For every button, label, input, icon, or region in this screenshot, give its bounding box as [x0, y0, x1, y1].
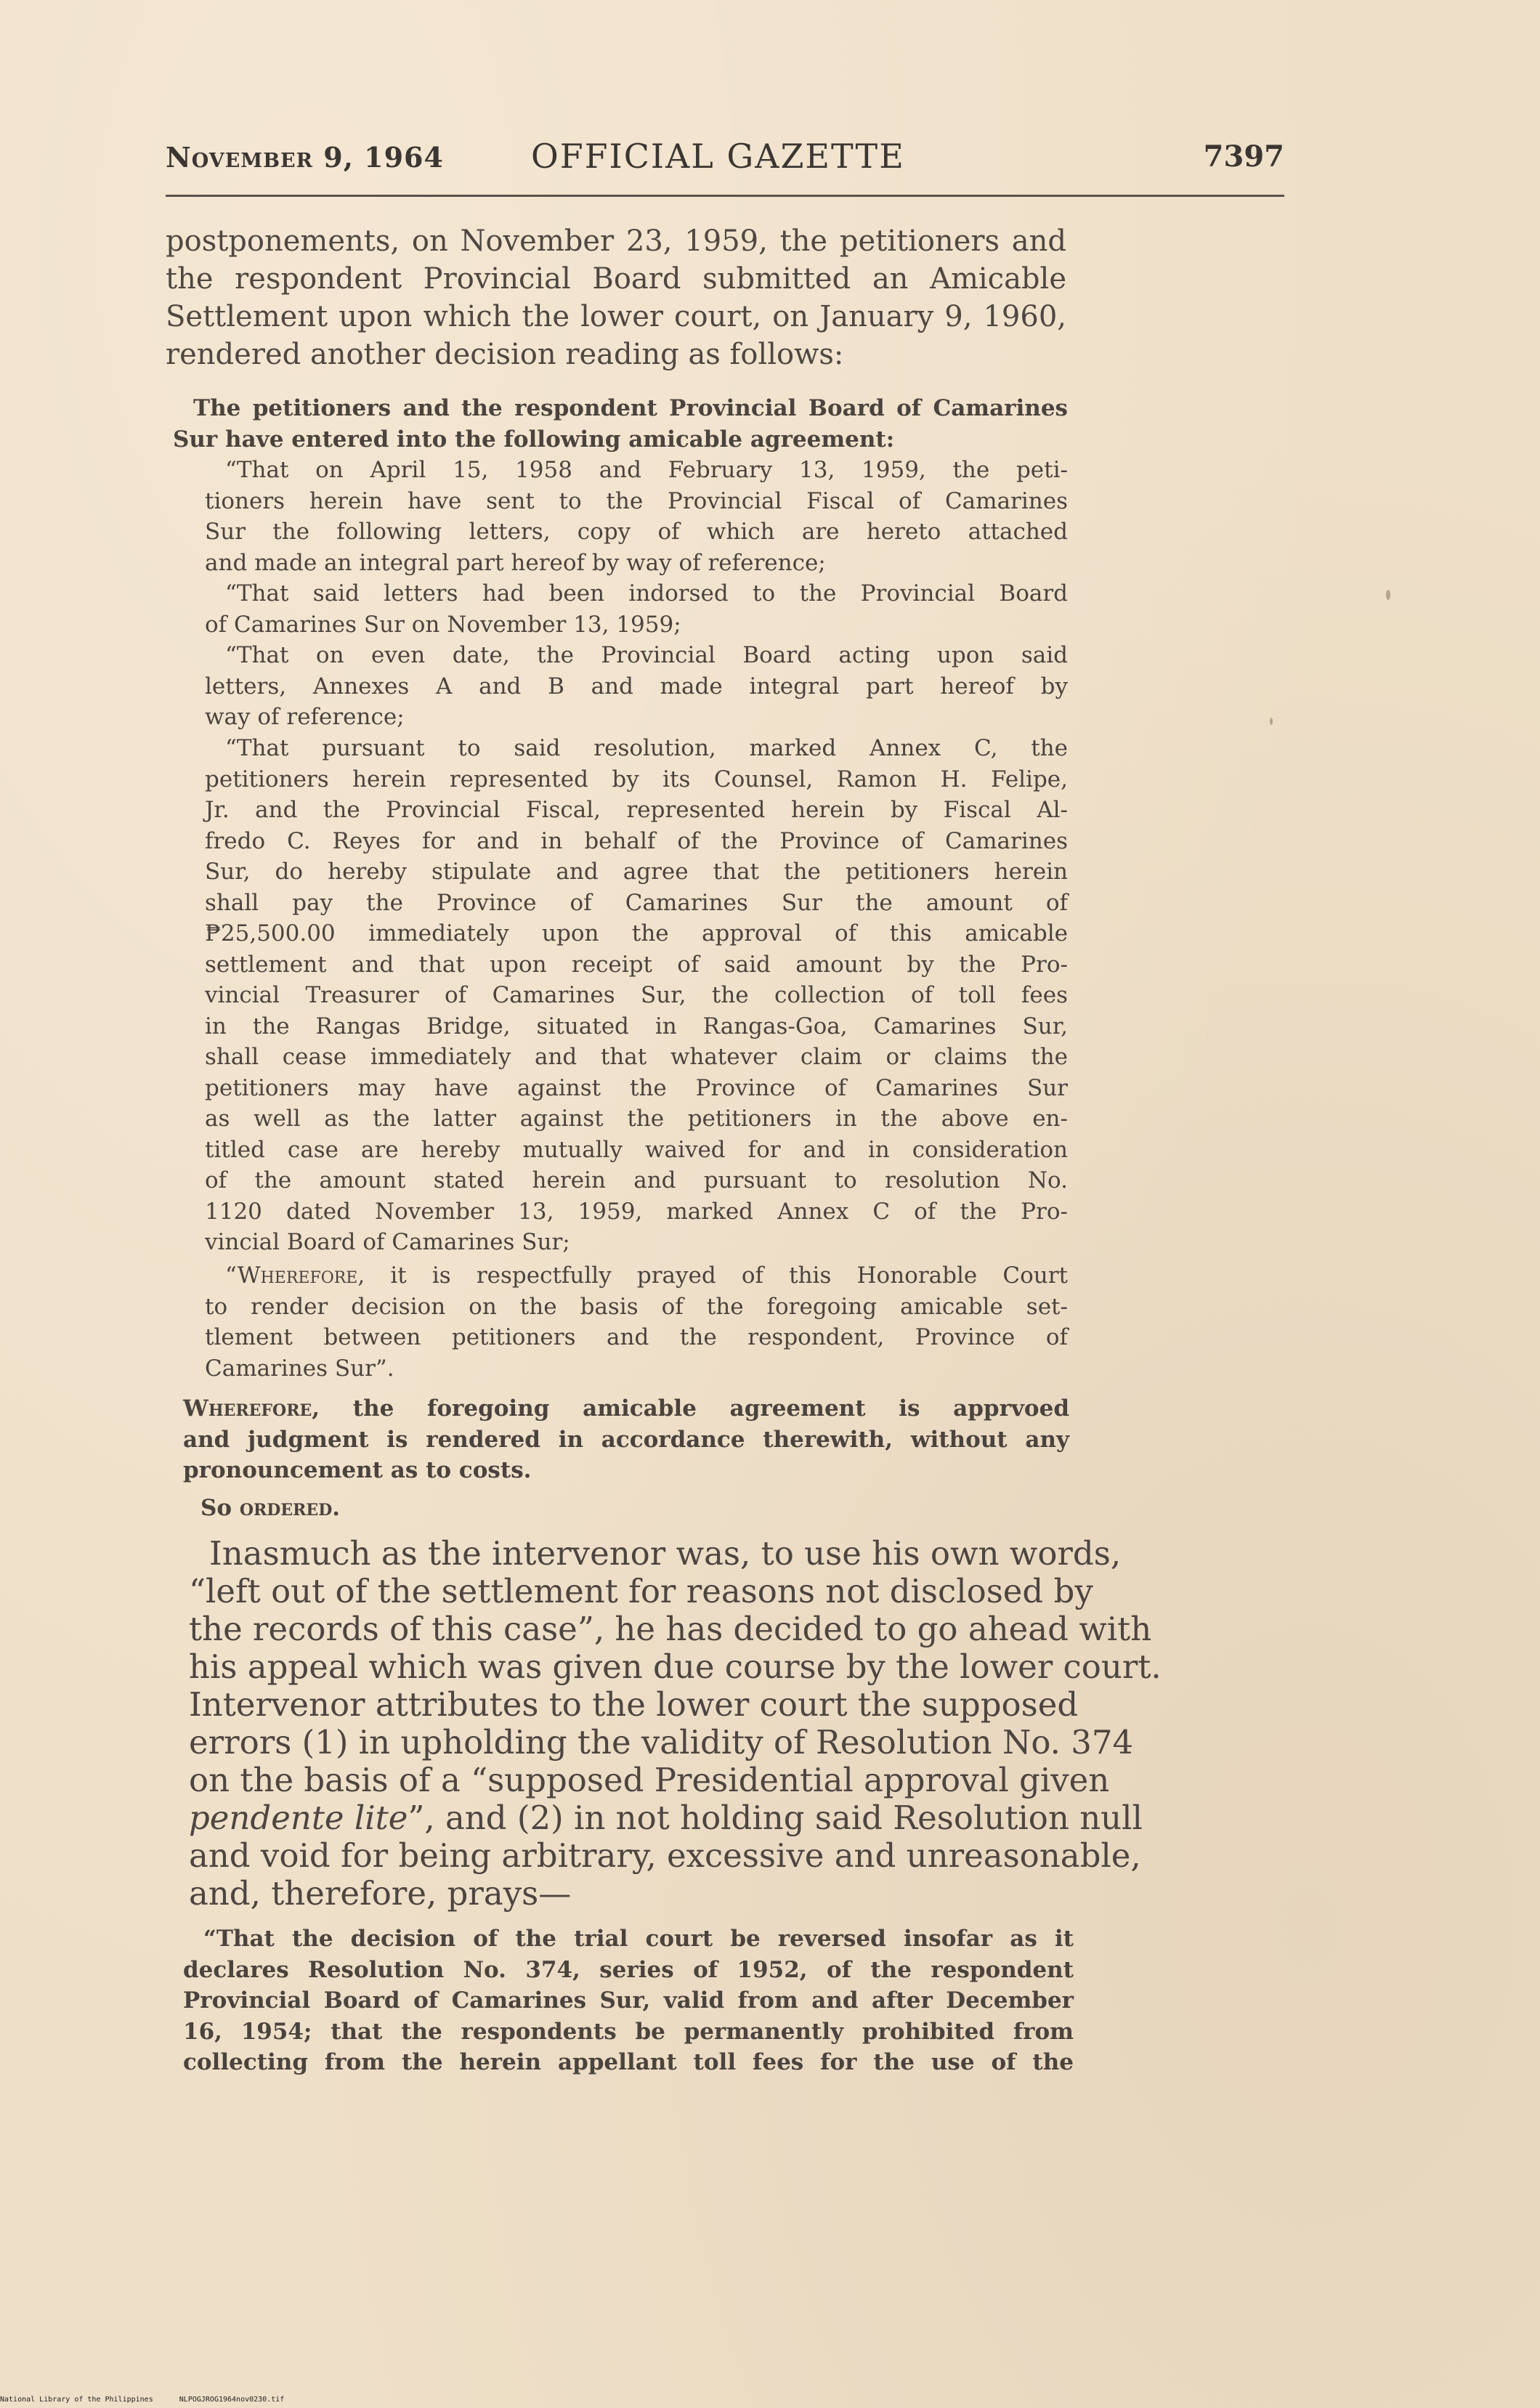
agreement-line: shall pay the Province of Camarines Sur the amount of: [205, 889, 1068, 916]
so-ordered-so: So: [200, 1495, 240, 1521]
agreement-line: of the amount stated herein and pursuant to resolution No.: [205, 1167, 1068, 1193]
agreement-line: Jr. and the Provincial Fiscal, represented herein by Fiscal Al-: [205, 797, 1068, 823]
wherefore-line: tlement between petitioners and the respondent, Province of: [205, 1324, 1068, 1350]
agreement-line: in the Rangas Bridge, situated in Rangas-Goa, Camarines Sur,: [205, 1013, 1068, 1039]
agreement-line: “That pursuant to said resolution, marked Annex C, the: [225, 735, 1068, 761]
prayer-quote: [183, 1923, 1074, 2078]
agreement-line: as well as the latter against the petitioners in the above en-: [205, 1106, 1068, 1132]
agreement-line: tioners herein have sent to the Provincial Fiscal of Camarines: [205, 487, 1068, 514]
agreement-line: of Camarines Sur on November 13, 1959;: [205, 611, 681, 638]
judgment-line: and judgment is rendered in accordance therewith, without any: [183, 1426, 1069, 1453]
quote-line: Sur have entered into the following amicable agreement:: [173, 426, 895, 453]
prayer-line: “That the decision of the trial court be reversed insofar as it: [203, 1926, 1074, 1952]
judgment-lead: Wherefore: [183, 1395, 312, 1422]
intro-line: Settlement upon which the lower court, on January 9, 1960,: [166, 300, 1066, 333]
agreement-line: Sur the following letters, copy of which are hereto attached: [205, 519, 1068, 545]
agreement-line: settlement and that upon receipt of said amount by the Pro-: [205, 951, 1068, 978]
wherefore-line: Camarines Sur”.: [205, 1355, 394, 1382]
so-ordered: [200, 1495, 340, 1521]
agreement-line: shall cease immediately and that whatever claim or claims the: [205, 1044, 1068, 1070]
paper-speck: [1270, 718, 1273, 725]
judgment-line: [183, 1393, 1069, 1424]
main-paragraph: [189, 1534, 1162, 1913]
footer-source: National Library of the Philippines: [0, 2396, 153, 2404]
page-header: [166, 137, 1284, 180]
prayer-line: collecting from the herein appellant toll fees for the use of the: [183, 2049, 1074, 2075]
header-title: OFFICIAL GAZETTE: [531, 137, 905, 176]
footer-filename: NLPOGJROG1964nov0230.tif: [179, 2396, 285, 2404]
agreement-line: letters, Annexes A and B and made integral part hereof by: [205, 673, 1068, 700]
prayer-line: Provincial Board of Camarines Sur, valid from and after December: [183, 1987, 1074, 2014]
scan-footer: [0, 2396, 284, 2404]
agreement-paragraph-3: [205, 640, 1068, 733]
agreement-line: fredo C. Reyes for and in behalf of the Province of Camarines: [205, 827, 1068, 854]
agreement-line: vincial Board of Camarines Sur;: [205, 1229, 570, 1255]
italic-phrase: pendente lite: [189, 1799, 408, 1837]
header-rule: [166, 195, 1284, 197]
main-line: his appeal which was given due course by the lower court.: [189, 1647, 1162, 1686]
agreement-line: Sur, do hereby stipulate and agree that the petitioners herein: [205, 859, 1068, 885]
agreement-line: petitioners may have against the Province of Camarines Sur: [205, 1074, 1068, 1101]
wherefore-text: , it is respectfully prayed of this Honorable Court: [357, 1262, 1068, 1289]
judgment-line: pronouncement as to costs.: [183, 1457, 532, 1483]
main-line: “left out of the settlement for reasons not disclosed by: [189, 1572, 1093, 1610]
agreement-line: “That on April 15, 1958 and February 13, 1959, the peti-: [225, 457, 1068, 483]
page-number: 7397: [1203, 139, 1284, 174]
prayer-line: declares Resolution No. 374, series of 1952, of the respondent: [183, 1956, 1074, 1983]
wherefore-line: [205, 1260, 1068, 1292]
agreement-line: and made an integral part hereof by way of reference;: [205, 549, 826, 576]
main-line: on the basis of a “supposed Presidential approval given: [189, 1761, 1110, 1799]
main-line: [189, 1799, 1143, 1837]
agreement-line: petitioners herein represented by its Counsel, Ramon H. Felipe,: [205, 766, 1068, 792]
prayer-line: 16, 1954; that the respondents be permanently prohibited from: [183, 2018, 1074, 2045]
agreement-line: ₱25,500.00 immediately upon the approval of this amicable: [205, 920, 1068, 946]
intro-line: rendered another decision reading as follows:: [166, 338, 844, 371]
wherefore-prayer: [205, 1260, 1068, 1384]
agreement-paragraph-4: [205, 733, 1068, 1258]
main-line: Intervenor attributes to the lower court the supposed: [189, 1685, 1079, 1724]
intro-line: the respondent Provincial Board submitted an Amicable: [166, 262, 1066, 296]
judgment-text: , the foregoing amicable agreement is apprvoed: [312, 1395, 1069, 1422]
agreement-paragraph-2: [205, 578, 1068, 640]
paper-speck: [1386, 590, 1390, 600]
main-line: errors (1) in upholding the validity of Resolution No. 374: [189, 1723, 1134, 1762]
agreement-line: way of reference;: [205, 704, 405, 730]
main-line: Inasmuch as the intervenor was, to use his own words,: [209, 1534, 1122, 1573]
decision-opening: [173, 393, 1068, 455]
agreement-line: vincial Treasurer of Camarines Sur, the collection of toll fees: [205, 982, 1068, 1008]
intro-line: postponements, on November 23, 1959, the petitioners and: [166, 224, 1066, 258]
main-line-text: ”, and (2) in not holding said Resolution null: [408, 1799, 1143, 1837]
wherefore-line: to render decision on the basis of the foregoing amicable set-: [205, 1293, 1068, 1320]
agreement-line: “That said letters had been indorsed to the Provincial Board: [225, 580, 1068, 607]
judgment-paragraph: [183, 1393, 1069, 1486]
main-line: the records of this case”, he has decided to go ahead with: [189, 1610, 1152, 1648]
agreement-line: titled case are hereby mutually waived for and in consideration: [205, 1136, 1068, 1163]
agreement-paragraph-1: [205, 455, 1068, 578]
agreement-line: 1120 dated November 13, 1959, marked Annex C of the Pro-: [205, 1198, 1068, 1225]
main-line: and void for being arbitrary, excessive and unreasonable,: [189, 1836, 1141, 1875]
wherefore-lead: “Wherefore: [225, 1262, 358, 1289]
agreement-line: “That on even date, the Provincial Board acting upon said: [225, 642, 1068, 668]
so-ordered-ordered: ordered.: [239, 1495, 341, 1521]
quote-line: The petitioners and the respondent Provincial Board of Camarines: [193, 395, 1068, 421]
intro-paragraph: [166, 222, 1066, 373]
header-date: November 9, 1964: [166, 141, 444, 174]
main-line: and, therefore, prays—: [189, 1874, 572, 1913]
